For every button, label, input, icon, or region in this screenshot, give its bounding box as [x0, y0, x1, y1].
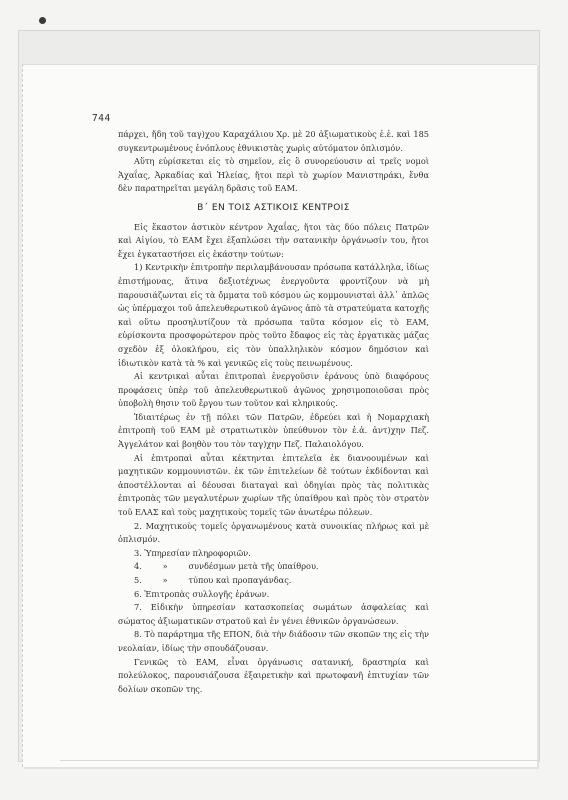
list-item: 8. Τὸ παράρτημα τῆς ΕΠΟΝ, διὰ τὴν διάδοσιν τῶν σκοπῶν της εἰς τὴν νεολαίαν, ἰδίως τὴν σπουδάζουσαν.: [118, 629, 429, 653]
punch-hole: [39, 17, 46, 24]
paragraph: Αἱ κεντρικαὶ αὗται ἐπιτροπαὶ ἐνεργοῦσιν ἐράνους ὑπὸ διαφόρους προφάσεις ὑπὲρ τοῦ ἀπελευθερωτικοῦ ἀγῶνος χρησιμοποιοῦσαι πρὸς ὑποβολὴ θησιν τοῦ ἔργου των τοῦτον καὶ κληρικούς.: [118, 371, 429, 409]
paragraph: Εἰς ἕκαστον ἀστικὸν κέντρον Ἀχαΐας, ἤτοι τὰς δύο πόλεις Πατρῶν καὶ Αἰγίου, τὸ ΕΑΜ ἔχει ἐξαπλώσει τὴν σατανικὴν ὀργάνωσίν του, ἤτοι ἔχει ἐγκαταστήσει εἰς ἑκάστην τούτων:: [118, 221, 429, 259]
sheet-edge: [60, 760, 540, 769]
paragraph: Αἱ ἐπιτροπαὶ αὗται κέκτηνται ἐπιτελεῖα ἐκ διανοουμένων καὶ μαχητικῶν κομμουνιστῶν. ἐκ τῶν ἐπιτελείων δὲ τούτων ἐκδίδονται καὶ ἀποστέλλονται αἱ δέουσαι διαταγαὶ καὶ ὁδηγίαι πρὸς τὰς πολιτικὰς ἐπιτροπὰς τῶν μεγαλυτέρων χωρίων τῆς ὑπαίθρου καὶ πρὸς τὸν στρατὸν τοῦ ΕΛΑΣ καὶ τοὺς μαχητικοὺς τομεῖς τῶν ἀνωτέρω πόλεων.: [118, 452, 429, 518]
list-item: 2. Μαχητικοὺς τομεῖς ὀργανωμένους κατὰ συνοικίας πλήρως καὶ μὲ ὁπλισμόν.: [118, 520, 429, 545]
paragraph: Γενικῶς τὸ ΕΑΜ, εἶναι ὀργάνωσις σατανική, δραστηρία καὶ πολεύλοκος, παρουσιάζουσα ἐξαιρετικὴν καὶ πρωτοφανῆ ἐπιτυχίαν τῶν δολίων σκοπῶν της.: [118, 656, 429, 694]
paragraph: Ἰδιαιτέρως ἐν τῇ πόλει τῶν Πατρῶν, ἐδρεύει καὶ ἡ Νομαρχιακὴ ἐπιτροπὴ τοῦ ΕΑΜ μὲ στρατιωτικὸν ὑπεύθυνον τὸν ἐ.ἀ. ἀντ)χην Πεζ. Ἀγγελάτον καὶ βοηθὸν του τὸν ταγ)χην Πεζ. Παλαιολόγου.: [118, 411, 429, 450]
list-item: 5. » τύπου καὶ προπαγάνδας.: [134, 575, 292, 585]
list-item: 3. Ὑπηρεσίαν πληροφοριῶν.: [134, 547, 251, 558]
section-heading: Β΄ ΕΝ ΤΟΙΣ ΑΣΤΙΚΟΙΣ ΚΕΝΤΡΟΙΣ: [197, 202, 350, 213]
list-item: 7. Εἰδικὴν ὑπηρεσίαν κατασκοπείας σωμάτων ἀσφαλείας καὶ σώματος ἀξιωματικῶν στρατοῦ καὶ ἐν γένει ἐθνικῶν ὀργανώσεων.: [118, 602, 429, 626]
paragraph: Αὕτη εὑρίσκεται εἰς τὸ σημεῖον, εἰς ὃ συνορεύουσιν αἱ τρεῖς νομοὶ Ἀχαΐας, Ἀρκαδίας καὶ Ἠλείας, ἤτοι περὶ τὸ χωρίον Μανιστηράκι, ἔνθα δὲν παρατηρεῖται μεγάλη δρᾶσις τοῦ ΕΑΜ.: [118, 156, 429, 194]
paragraph: 1) Κεντρικὴν ἐπιτροπὴν περιλαμβάνουσαν πρόσωπα κατάλληλα, ἰδίως ἐπιστήμονας, ἅτινα δεξιοτέχνως ἐνεργοῦντα φροντίζουν νὰ μὴ παρουσιάζωνται εἰς τὰ ὄμματα τοῦ κόσμου ὡς κομμουνισταὶ ἀλλ᾽ ἁπλῶς ὡς ὑπέρμαχοι τοῦ ἀπελευθερωτικοῦ ἀγῶνος ἀπὸ τὰ στρατεύματα κατοχῆς καὶ οὕτω προσηλυτίζουν τὰ πρόσωπα ταῦτα κόσμον εἰς τὸ ΕΑΜ, εὑρίσκοντα προσφορώτερον πρὸς τοῦτο ἔδαφος εἰς τὰς ἐργατικὰς μάζας σχεδὸν ἐξ ὁλοκλήρου, εἰς τὸν ὑπαλληλικὸν κόσμον δημόσιον καὶ ἰδιωτικὸν κατὰ τὰ % καὶ γενικῶς εἰς τοὺς πεινωμένους.: [118, 262, 429, 368]
body-text: [118, 128, 429, 696]
list-item: 4. » συνδέσμων μετὰ τῆς ὑπαίθρου.: [134, 561, 319, 572]
page-number: 744: [92, 113, 111, 124]
list-item: 6. Ἐπιτροπὰς συλλογῆς ἐράνων.: [134, 588, 270, 599]
paragraph: πάρχει, ἤδη τοῦ ταγ)χου Καραχάλιου Χρ. μὲ 20 ἀξιωματικοὺς ἐ.ἐ. καὶ 185 συγκεντρωμένους ἐνόπλους ἐθνικιστὰς χωρὶς αὐτόματον ὁπλισμόν.: [118, 129, 429, 153]
